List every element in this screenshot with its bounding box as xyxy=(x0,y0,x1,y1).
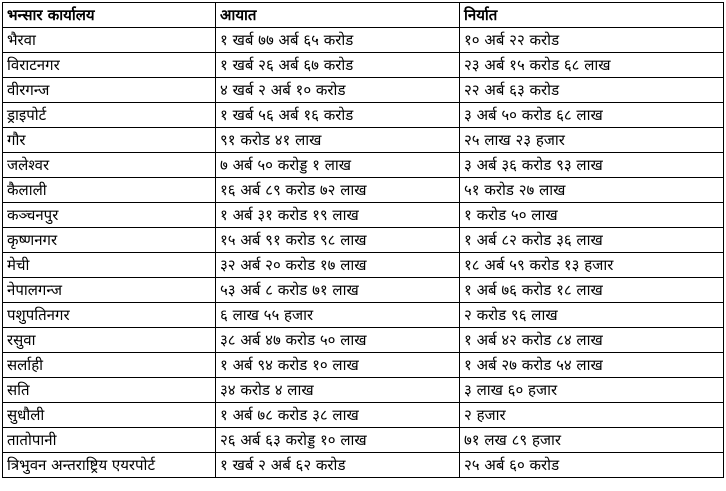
office-cell: रसुवा xyxy=(3,328,216,353)
import-cell: ९१ करोड ४१ लाख xyxy=(216,128,460,153)
office-cell: ड्राइपोर्ट xyxy=(3,103,216,128)
export-cell: १ अर्ब २७ करोड ५४ लाख xyxy=(460,353,724,378)
header-customs-office: भन्सार कार्यालय xyxy=(3,3,216,28)
table-row xyxy=(3,228,724,253)
office-cell: भैरवा xyxy=(3,28,216,53)
table-row xyxy=(3,203,724,228)
office-cell: त्रिभुवन अन्तराष्ट्रिय एयरपोर्ट xyxy=(3,453,216,478)
export-cell: २ हजार xyxy=(460,403,724,428)
office-cell: कैलाली xyxy=(3,178,216,203)
table-row xyxy=(3,303,724,328)
table-row xyxy=(3,28,724,53)
import-cell: ५३ अर्ब ८ करोड ७१ लाख xyxy=(216,278,460,303)
export-cell: ७१ लख ८९ हजार xyxy=(460,428,724,453)
import-cell: १ खर्ब ७७ अर्ब ६५ करोड xyxy=(216,28,460,53)
export-cell: २५ अर्ब ६० करोड xyxy=(460,453,724,478)
table-row xyxy=(3,453,724,478)
export-cell: १ करोड ५० लाख xyxy=(460,203,724,228)
export-cell: २ करोड ९६ लाख xyxy=(460,303,724,328)
import-cell: १५ अर्ब ९१ करोड ९८ लाख xyxy=(216,228,460,253)
import-cell: १ अर्ब ९४ करोड १० लाख xyxy=(216,353,460,378)
table-row xyxy=(3,153,724,178)
office-cell: सर्लाही xyxy=(3,353,216,378)
export-cell: १० अर्ब २२ करोड xyxy=(460,28,724,53)
export-cell: १ अर्ब ७६ करोड १८ लाख xyxy=(460,278,724,303)
export-cell: ३ लाख ६० हजार xyxy=(460,378,724,403)
import-cell: १ खर्ब २६ अर्ब ६७ करोड xyxy=(216,53,460,78)
export-cell: १८ अर्ब ५९ करोड १३ हजार xyxy=(460,253,724,278)
export-cell: ३ अर्ब ३६ करोड ९३ लाख xyxy=(460,153,724,178)
import-cell: २६ अर्ब ६३ करोड्ड १० लाख xyxy=(216,428,460,453)
table-row xyxy=(3,253,724,278)
export-cell: २२ अर्ब ६३ करोड xyxy=(460,78,724,103)
office-cell: जलेश्वर xyxy=(3,153,216,178)
table-row xyxy=(3,178,724,203)
import-cell: ४ खर्ब २ अर्ब १० करोड xyxy=(216,78,460,103)
office-cell: सति xyxy=(3,378,216,403)
office-cell: वीरगन्ज xyxy=(3,78,216,103)
import-cell: १ खर्ब ५६ अर्ब १६ करोड xyxy=(216,103,460,128)
office-cell: सुधौली xyxy=(3,403,216,428)
import-cell: ३८ अर्ब ४७ करोड ५० लाख xyxy=(216,328,460,353)
export-cell: १ अर्ब ४२ करोड ८४ लाख xyxy=(460,328,724,353)
table-row xyxy=(3,428,724,453)
import-cell: १६ अर्ब ८९ करोड ७२ लाख xyxy=(216,178,460,203)
table-row xyxy=(3,103,724,128)
header-row xyxy=(3,3,724,28)
office-cell: गौर xyxy=(3,128,216,153)
header-export: निर्यात xyxy=(460,3,724,28)
export-cell: ३ अर्ब ५० करोड ६८ लाख xyxy=(460,103,724,128)
office-cell: विराटनगर xyxy=(3,53,216,78)
office-cell: पशुपतिनगर xyxy=(3,303,216,328)
export-cell: २५ लाख २३ हजार xyxy=(460,128,724,153)
office-cell: मेची xyxy=(3,253,216,278)
office-cell: तातोपानी xyxy=(3,428,216,453)
office-cell: नेपालगन्ज xyxy=(3,278,216,303)
import-cell: १ अर्ब ७८ करोड ३८ लाख xyxy=(216,403,460,428)
import-cell: ३२ अर्ब २० करोड १७ लाख xyxy=(216,253,460,278)
import-cell: ३४ करोड ४ लाख xyxy=(216,378,460,403)
table-row xyxy=(3,328,724,353)
table-row xyxy=(3,403,724,428)
office-cell: कञ्चनपुर xyxy=(3,203,216,228)
export-cell: १ अर्ब ८२ करोड ३६ लाख xyxy=(460,228,724,253)
export-cell: २३ अर्ब १५ करोड ६८ लाख xyxy=(460,53,724,78)
table-row xyxy=(3,278,724,303)
import-cell: ७ अर्ब ५० करोड्ड १ लाख xyxy=(216,153,460,178)
import-cell: ६ लाख ५५ हजार xyxy=(216,303,460,328)
table-row xyxy=(3,378,724,403)
table-row xyxy=(3,78,724,103)
export-cell: ५१ करोड २७ लाख xyxy=(460,178,724,203)
office-cell: कृष्णनगर xyxy=(3,228,216,253)
import-cell: १ अर्ब ३१ करोड १९ लाख xyxy=(216,203,460,228)
table-row xyxy=(3,353,724,378)
import-cell: १ खर्ब २ अर्ब ६२ करोड xyxy=(216,453,460,478)
table-row xyxy=(3,53,724,78)
header-import: आयात xyxy=(216,3,460,28)
customs-trade-table xyxy=(2,2,724,478)
customs-trade-table-container xyxy=(2,2,724,478)
table-row xyxy=(3,128,724,153)
